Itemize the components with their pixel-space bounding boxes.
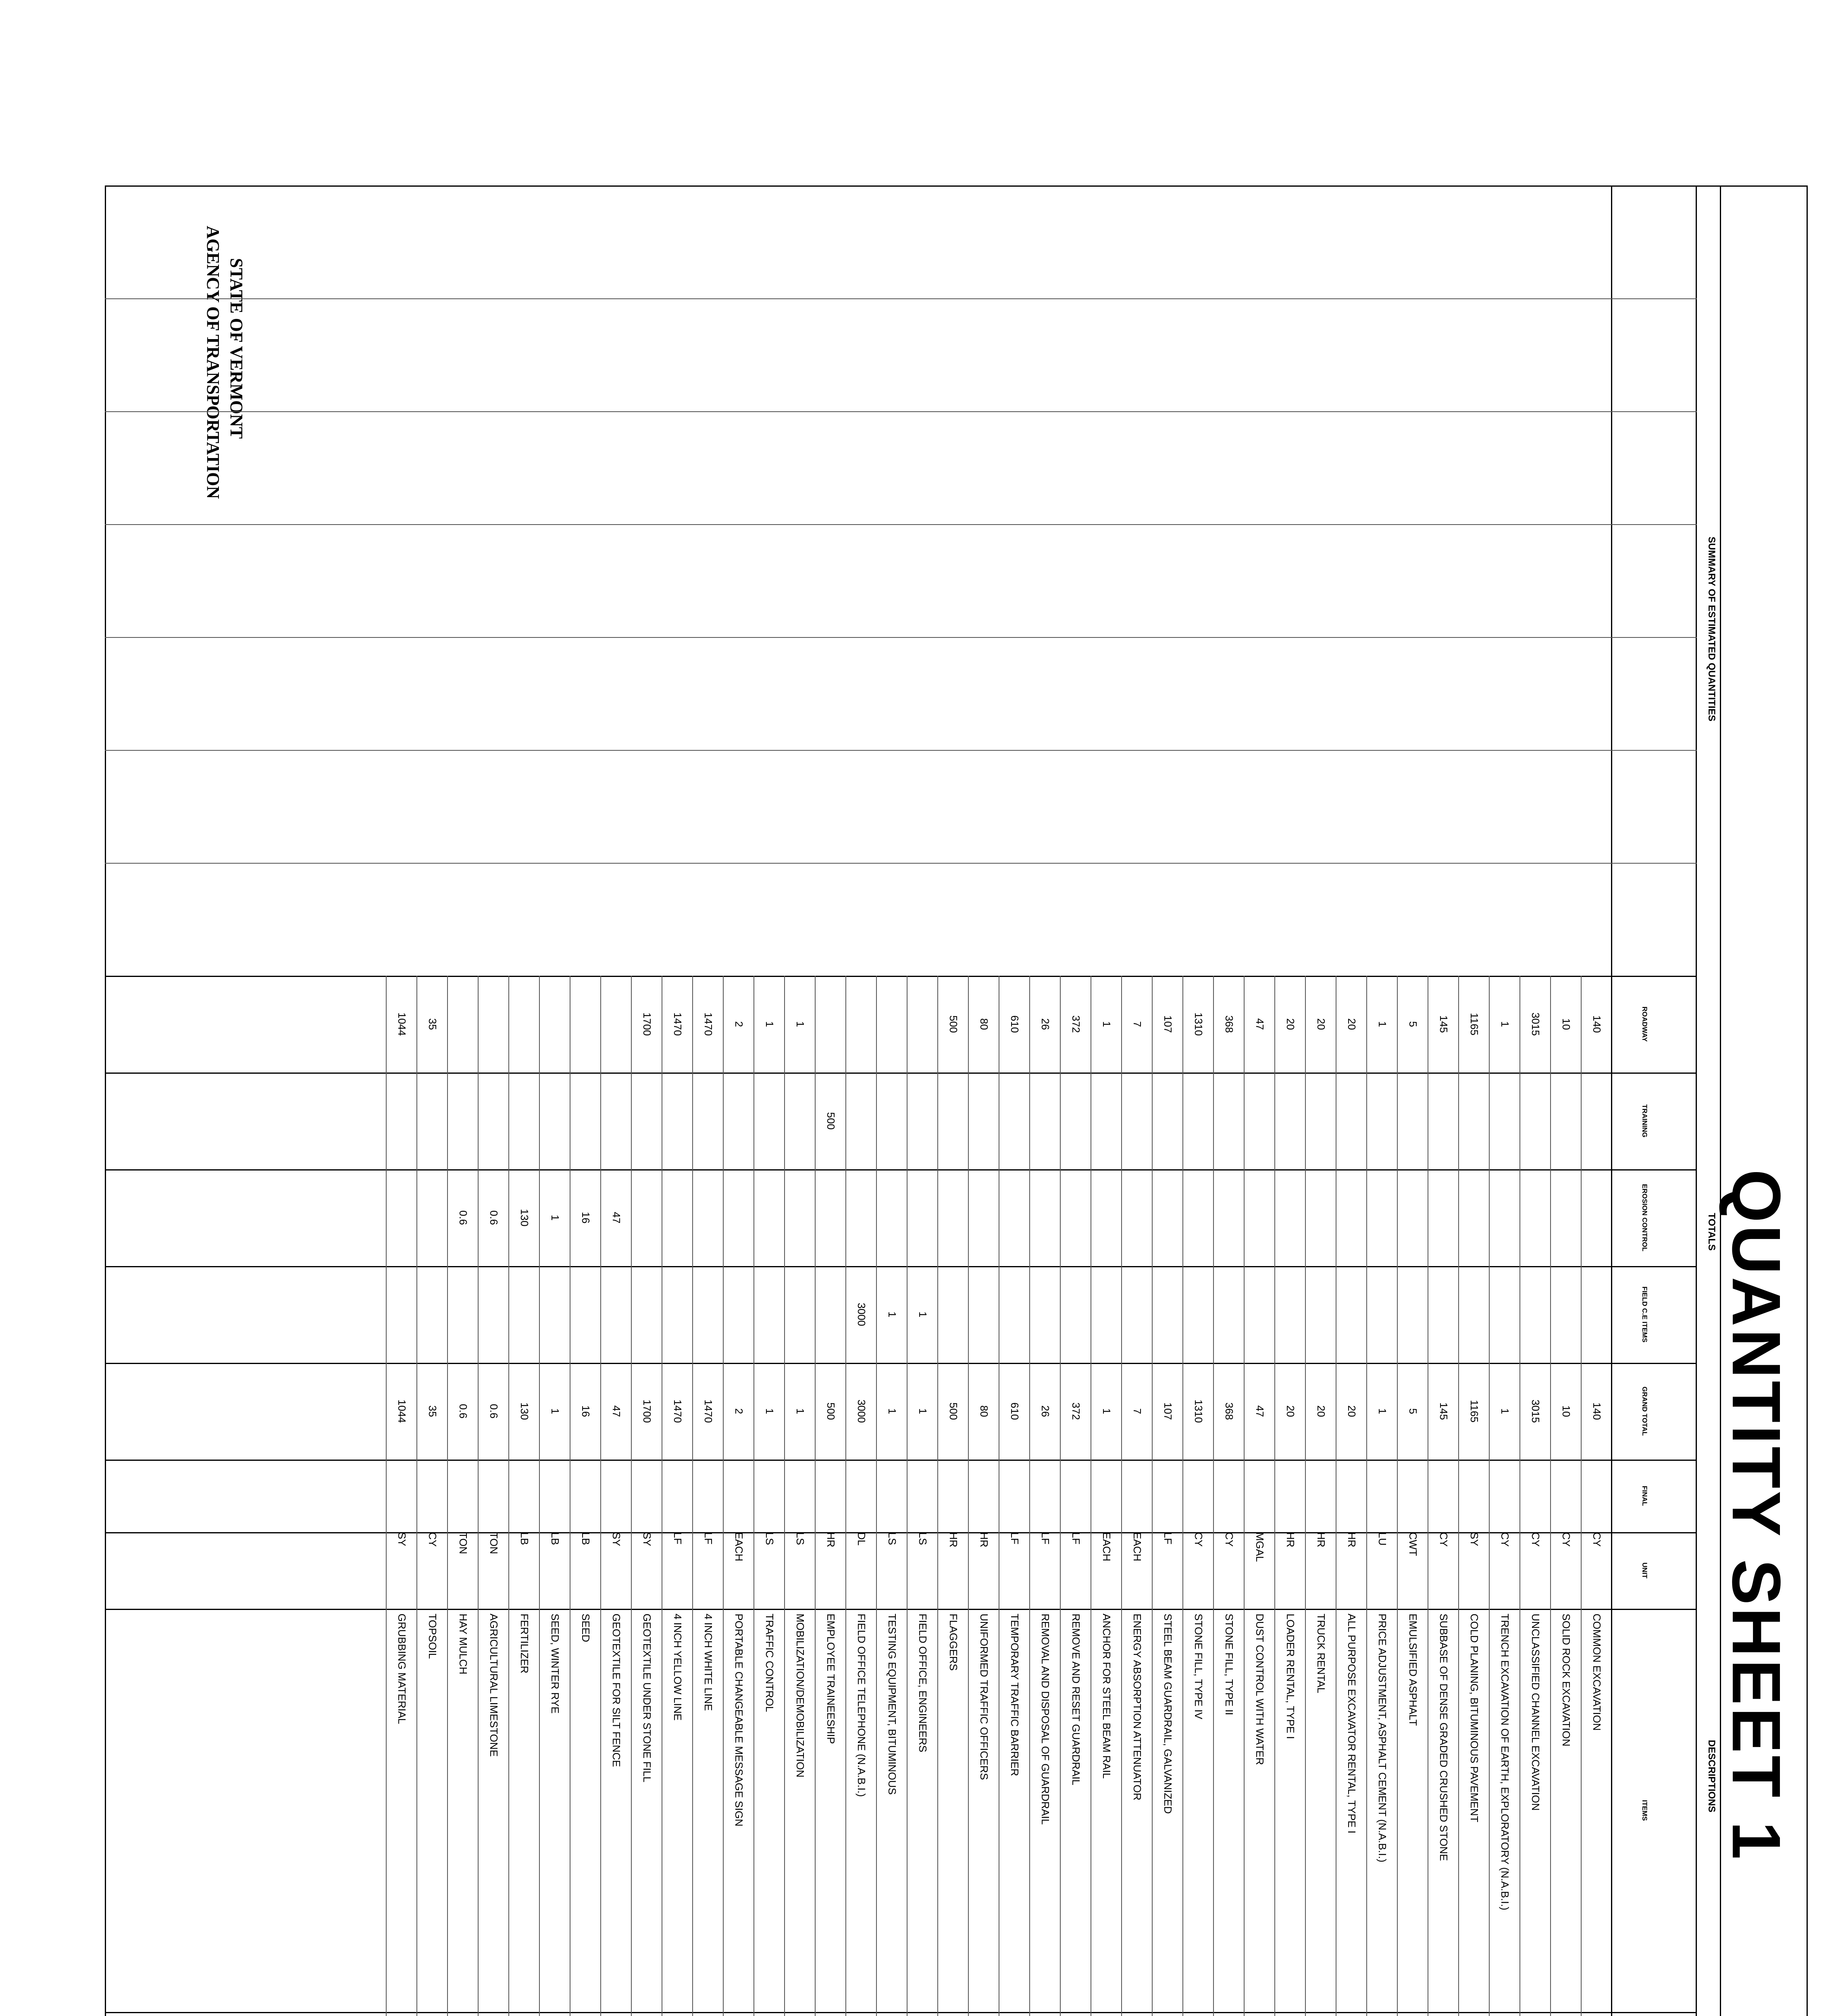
table-row	[1520, 185, 1551, 2016]
cell-item: UNCLASSIFIED CHANNEL EXCAVATION	[1530, 1614, 1542, 1811]
cell-item: TEMPORARY TRAFFIC BARRIER	[1009, 1614, 1021, 1776]
cell-grand: 1	[1376, 1408, 1388, 1414]
cell-item: AGRICULTURAL LIMESTONE	[488, 1614, 500, 1757]
table-row	[693, 185, 724, 2016]
cell-roadway: 145	[1438, 1015, 1450, 1033]
row-rule	[1366, 976, 1367, 2016]
cell-unit: EACH	[1101, 1532, 1113, 1562]
table-row	[724, 185, 754, 2016]
table-row	[908, 185, 938, 2016]
cell-item: 4 INCH WHITE LINE	[702, 1614, 714, 1711]
cell-item: DUST CONTROL WITH WATER	[1254, 1614, 1266, 1765]
cell-unit: LS	[917, 1532, 929, 1545]
cell-unit: LS	[764, 1532, 776, 1545]
cell-roadway: 47	[1254, 1018, 1266, 1030]
cell-grand: 1165	[1468, 1400, 1480, 1422]
cell-unit: LF	[1009, 1532, 1021, 1545]
column-header: EROSION CONTROL	[1641, 1184, 1649, 1252]
cell-unit: LF	[1162, 1532, 1174, 1545]
cell-grand: 1	[764, 1408, 776, 1414]
cell-item: MOBILIZATION/DEMOBILIZATION	[794, 1614, 806, 1778]
cell-item: EMPLOYEE TRAINEESHIP	[825, 1614, 837, 1744]
column-header: TRAINING	[1641, 1104, 1649, 1138]
row-rule	[723, 976, 724, 2016]
table-row	[754, 185, 785, 2016]
cell-unit: TON	[488, 1532, 500, 1554]
cell-roadway: 10	[1560, 1018, 1572, 1030]
cell-roadway: 1	[1376, 1021, 1388, 1027]
cell-roadway: 20	[1315, 1018, 1327, 1030]
cell-item: FIELD OFFICE, ENGINEERS	[917, 1614, 929, 1752]
cell-unit: CY	[427, 1532, 439, 1547]
cell-grand: 2	[733, 1408, 745, 1414]
blank-column-rule	[105, 524, 1697, 525]
row-rule	[907, 976, 908, 2016]
cell-unit: SY	[396, 1532, 408, 1546]
row-rule	[1581, 976, 1582, 2016]
cell-roadway: 1700	[641, 1012, 653, 1036]
row-rule	[447, 976, 448, 2016]
cell-roadway: 372	[1070, 1015, 1082, 1033]
cell-item: HAY MULCH	[457, 1614, 469, 1674]
cell-item: STONE FILL, TYPE II	[1223, 1614, 1235, 1715]
cell-roadway: 7	[1131, 1021, 1143, 1027]
cell-unit: HR	[1346, 1532, 1358, 1547]
cell-roadway: 500	[947, 1015, 960, 1033]
row-rule	[1397, 976, 1398, 2016]
cell-grand: 1	[549, 1408, 561, 1414]
row-rule	[478, 976, 479, 2016]
row-rule	[1489, 976, 1490, 2016]
cell-item: PORTABLE CHANGEABLE MESSAGE SIGN	[733, 1614, 745, 1826]
left-panel	[105, 185, 1721, 2016]
row-rule	[1060, 976, 1061, 2016]
row-rule	[1305, 976, 1306, 2016]
cell-item: STONE FILL, TYPE IV	[1193, 1614, 1205, 1720]
cell-grand: 1	[1499, 1408, 1511, 1414]
cell-grand: 0.6	[488, 1404, 500, 1419]
cell-grand: 372	[1070, 1402, 1082, 1420]
cell-erosion: 130	[518, 1209, 531, 1227]
cell-roadway: 80	[978, 1018, 990, 1030]
table-row	[601, 185, 632, 2016]
cell-unit: CWT	[1407, 1532, 1419, 1556]
row-rule	[1274, 976, 1275, 2016]
cell-grand: 20	[1284, 1405, 1297, 1417]
table-row	[632, 185, 662, 2016]
cell-grand: 26	[1039, 1405, 1051, 1417]
cell-unit: MGAL	[1254, 1532, 1266, 1562]
table-row	[1061, 185, 1091, 2016]
cell-unit: LF	[1039, 1532, 1051, 1545]
table-row	[1551, 185, 1582, 2016]
column-header: ITEMS	[1641, 1800, 1649, 1821]
column-header: ROADWAY	[1641, 1006, 1649, 1042]
cell-roadway: 368	[1223, 1015, 1235, 1033]
table-row	[479, 185, 509, 2016]
summary-title: SUMMARY OF ESTIMATED QUANTITIES	[1706, 536, 1717, 722]
table-row	[417, 185, 448, 2016]
row-rule	[692, 976, 693, 2016]
row-rule	[815, 976, 816, 2016]
cell-unit: DL	[855, 1532, 868, 1546]
cell-roadway: 20	[1346, 1018, 1358, 1030]
cell-item: TOPSOIL	[427, 1614, 439, 1659]
cell-grand: 130	[518, 1402, 531, 1420]
row-rule	[1029, 976, 1030, 2016]
cell-item: PRICE ADJUSTMENT, ASPHALT CEMENT (N.A.B.I.)	[1376, 1614, 1388, 1862]
cell-roadway: 1	[764, 1021, 776, 1027]
table-row	[785, 185, 816, 2016]
cell-item: GRUBBING MATERIAL	[396, 1614, 408, 1724]
cell-unit: HR	[1284, 1532, 1297, 1547]
cell-unit: TON	[457, 1532, 469, 1554]
blank-column-rule	[105, 750, 1697, 751]
row-rule	[1213, 976, 1214, 2016]
cell-grand: 20	[1346, 1405, 1358, 1417]
table-row	[938, 185, 969, 2016]
cell-unit: EACH	[1131, 1532, 1143, 1562]
row-rule	[631, 976, 632, 2016]
cell-training: 500	[825, 1112, 837, 1130]
cell-grand: 1700	[641, 1400, 653, 1423]
cell-grand: 16	[580, 1405, 592, 1417]
cell-grand: 368	[1223, 1402, 1235, 1420]
cell-item: SUBBASE OF DENSE GRADED CRUSHED STONE	[1438, 1614, 1450, 1861]
table-row	[570, 185, 601, 2016]
row-rule	[1519, 976, 1520, 2016]
cell-unit: CY	[1223, 1532, 1235, 1547]
cell-item: GEOTEXTILE FOR SILT FENCE	[610, 1614, 622, 1767]
cell-item: TRAFFIC CONTROL	[764, 1614, 776, 1712]
cell-item: FIELD OFFICE TELEPHONE (N.A.B.I.)	[855, 1614, 868, 1797]
cell-item: SEED	[580, 1614, 592, 1642]
row-rule	[1550, 976, 1551, 2016]
cell-grand: 1	[1101, 1408, 1113, 1414]
row-rule	[416, 976, 417, 2016]
cell-item: SOLID ROCK EXCAVATION	[1560, 1614, 1572, 1747]
cell-roadway: 20	[1284, 1018, 1297, 1030]
table-row	[1091, 185, 1122, 2016]
cell-grand: 0.6	[457, 1404, 469, 1419]
cell-unit: HR	[825, 1532, 837, 1547]
table-row	[1490, 185, 1520, 2016]
row-rule	[1244, 976, 1245, 2016]
cell-unit: SY	[641, 1532, 653, 1546]
cell-grand: 1	[794, 1408, 806, 1414]
cell-grand: 1	[917, 1408, 929, 1414]
cell-erosion: 16	[580, 1212, 592, 1224]
cell-item: ALL PURPOSE EXCAVATOR RENTAL, TYPE I	[1346, 1614, 1358, 1834]
cell-grand: 500	[825, 1402, 837, 1420]
cell-unit: HR	[978, 1532, 990, 1547]
row-rule	[968, 976, 969, 2016]
cell-grand: 7	[1131, 1408, 1143, 1414]
cell-roadway: 1	[1499, 1021, 1511, 1027]
cell-grand: 107	[1162, 1402, 1174, 1420]
row-rule	[600, 976, 601, 2016]
descriptions-title: DESCRIPTIONS	[1706, 1739, 1717, 1813]
table-row	[1275, 185, 1306, 2016]
column-header: FIELD C.E ITEMS	[1641, 1286, 1649, 1343]
row-rule	[1152, 976, 1153, 2016]
cell-item: STEEL BEAM GUARDRAIL, GALVANIZED	[1162, 1614, 1174, 1814]
cell-unit: CY	[1530, 1532, 1542, 1547]
cell-field: 3000	[855, 1303, 868, 1326]
cell-roadway: 5	[1407, 1021, 1419, 1027]
cell-item: COMMON EXCAVATION	[1591, 1614, 1603, 1731]
cell-erosion: 1	[549, 1214, 561, 1221]
totals-title: TOTALS	[1706, 1213, 1717, 1251]
row-rule	[386, 976, 387, 2016]
cell-roadway: 1044	[396, 1012, 408, 1036]
cell-grand: 35	[427, 1405, 439, 1417]
cell-grand: 1470	[702, 1400, 714, 1423]
cell-grand: 1470	[672, 1400, 684, 1423]
table-row	[1428, 185, 1459, 2016]
table-row	[1398, 185, 1428, 2016]
row-rule	[753, 976, 754, 2016]
cell-item: COLD PLANING, BITUMINOUS PAVEMENT	[1468, 1614, 1480, 1822]
row-rule	[845, 976, 846, 2016]
table-row	[969, 185, 999, 2016]
cell-unit: LU	[1376, 1532, 1388, 1546]
cell-item: ANCHOR FOR STEEL BEAM RAIL	[1101, 1614, 1113, 1779]
column-header: GRAND TOTAL	[1641, 1386, 1649, 1436]
cell-erosion: 0.6	[488, 1210, 500, 1225]
cell-unit: LS	[886, 1532, 898, 1545]
cell-unit: LB	[580, 1532, 592, 1545]
cell-item: REMOVE AND RESET GUARDRAIL	[1070, 1614, 1082, 1785]
cell-item: FERTILIZER	[518, 1614, 531, 1674]
table-row	[1336, 185, 1367, 2016]
quantity-sheet	[105, 185, 1808, 2016]
cell-item: ENERGY ABSORPTION ATTENUATOR	[1131, 1614, 1143, 1801]
cell-roadway: 2	[733, 1021, 745, 1027]
cell-item: GEOTEXTILE UNDER STONE FILL	[641, 1614, 653, 1783]
cell-grand: 145	[1438, 1402, 1450, 1420]
cell-item: FLAGGERS	[947, 1614, 960, 1671]
cell-grand: 20	[1315, 1405, 1327, 1417]
table-row	[387, 185, 417, 2016]
cell-roadway: 1165	[1468, 1013, 1480, 1035]
cell-unit: CY	[1560, 1532, 1572, 1547]
cell-roadway: 1310	[1193, 1012, 1205, 1036]
header-right-rule	[1721, 185, 1808, 187]
cell-grand: 610	[1009, 1402, 1021, 1420]
cell-grand: 1310	[1193, 1400, 1205, 1423]
cell-item: UNIFORMED TRAFFIC OFFICERS	[978, 1614, 990, 1780]
table-row	[1306, 185, 1336, 2016]
cell-item: TESTING EQUIPMENT, BITUMINOUS	[886, 1614, 898, 1795]
blank-column-rule	[105, 411, 1697, 412]
table-row	[846, 185, 877, 2016]
cell-roadway: 26	[1039, 1018, 1051, 1030]
cell-item: TRENCH EXCAVATION OF EARTH, EXPLORATORY (N.A.B.I.)	[1499, 1614, 1511, 1910]
cell-erosion: 47	[610, 1212, 622, 1224]
agency-line-2: AGENCY OF TRANSPORTATION	[203, 226, 223, 499]
table-row	[999, 185, 1030, 2016]
blank-column-rule	[105, 637, 1697, 638]
cell-roadway: 107	[1162, 1015, 1174, 1033]
table-row	[1245, 185, 1275, 2016]
table-row	[1122, 185, 1153, 2016]
table-row	[448, 185, 479, 2016]
cell-unit: SY	[1468, 1532, 1480, 1546]
row-rule	[1458, 976, 1459, 2016]
cell-roadway: 1	[1101, 1021, 1113, 1027]
row-rule	[937, 976, 938, 2016]
table-row	[1030, 185, 1061, 2016]
cell-erosion: 0.6	[457, 1210, 469, 1225]
cell-unit: LF	[702, 1532, 714, 1545]
cell-unit: HR	[1315, 1532, 1327, 1547]
row-rule	[539, 976, 540, 2016]
cell-grand: 140	[1591, 1402, 1603, 1420]
cell-grand: 80	[978, 1405, 990, 1417]
cell-item: TRUCK RENTAL	[1315, 1614, 1327, 1693]
cell-field: 1	[886, 1311, 898, 1318]
cell-item: LOADER RENTAL, TYPE I	[1284, 1614, 1297, 1739]
cell-field: 1	[917, 1311, 929, 1318]
column-header: UNIT	[1641, 1562, 1649, 1579]
cell-roadway: 1470	[702, 1012, 714, 1036]
cell-grand: 3000	[855, 1400, 868, 1423]
cell-grand: 47	[1254, 1405, 1266, 1417]
cell-item: 4 INCH YELLOW LINE	[672, 1614, 684, 1721]
cell-grand: 5	[1407, 1408, 1419, 1414]
cell-unit: EACH	[733, 1532, 745, 1562]
table-row	[509, 185, 540, 2016]
cell-roadway: 1470	[672, 1012, 684, 1036]
cell-grand: 1	[886, 1408, 898, 1414]
row-rule	[508, 976, 509, 2016]
cell-item: EMULSIFIED ASPHALT	[1407, 1614, 1419, 1726]
cell-unit: LF	[672, 1532, 684, 1545]
cell-grand: 1044	[396, 1400, 408, 1423]
cell-unit: LF	[1070, 1532, 1082, 1545]
cell-unit: LB	[549, 1532, 561, 1545]
blank-column-rule	[105, 863, 1697, 864]
cell-unit: LB	[518, 1532, 531, 1545]
table-row	[540, 185, 570, 2016]
title-rule	[1696, 185, 1697, 2016]
row-rule	[876, 976, 877, 2016]
table-row	[1582, 185, 1612, 2016]
cell-roadway: 610	[1009, 1015, 1021, 1033]
cell-grand: 3015	[1530, 1400, 1542, 1423]
cell-grand: 500	[947, 1402, 960, 1420]
blank-column-rule	[105, 298, 1697, 299]
cell-grand: 47	[610, 1405, 622, 1417]
cell-roadway: 3015	[1530, 1012, 1542, 1036]
sheet-title: QUANTITY SHEET 1	[1718, 1169, 1794, 1862]
cell-roadway: 140	[1591, 1015, 1603, 1033]
table-row	[1367, 185, 1398, 2016]
table-row	[662, 185, 693, 2016]
cell-unit: CY	[1591, 1532, 1603, 1547]
table-row	[1153, 185, 1183, 2016]
cell-unit: CY	[1438, 1532, 1450, 1547]
cell-unit: HR	[947, 1532, 960, 1547]
cell-item: SEED, WINTER RYE	[549, 1614, 561, 1714]
row-rule	[1182, 976, 1183, 2016]
cell-unit: CY	[1193, 1532, 1205, 1547]
agency-line-1: STATE OF VERMONT	[227, 258, 246, 439]
cell-unit: LS	[794, 1532, 806, 1545]
cell-roadway: 35	[427, 1018, 439, 1030]
cell-grand: 10	[1560, 1405, 1572, 1417]
table-row	[877, 185, 908, 2016]
table-row	[816, 185, 846, 2016]
cell-item: REMOVAL AND DISPOSAL OF GUARDRAIL	[1039, 1614, 1051, 1825]
column-header: FINAL	[1641, 1485, 1649, 1506]
table-row	[1459, 185, 1490, 2016]
row-rule	[1121, 976, 1122, 2016]
row-rule	[784, 976, 785, 2016]
table-row	[1183, 185, 1214, 2016]
cell-unit: CY	[1499, 1532, 1511, 1547]
table-row	[1214, 185, 1245, 2016]
cell-unit: SY	[610, 1532, 622, 1546]
cell-roadway: 1	[794, 1021, 806, 1027]
